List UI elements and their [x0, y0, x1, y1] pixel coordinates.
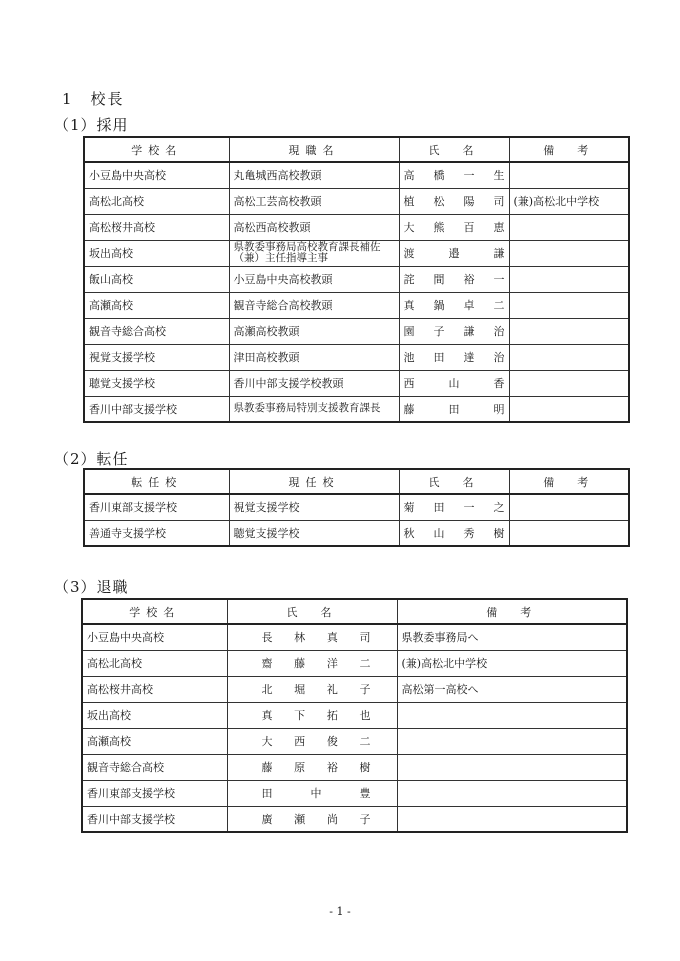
school-cell: 坂出高校 [82, 702, 227, 728]
note-cell [397, 702, 627, 728]
current-post-cell: 県教委事務局特別支援教育課長 [229, 396, 399, 422]
table-row [84, 214, 629, 240]
name-cell: 渡邉謙 [399, 240, 509, 266]
table-row [84, 292, 629, 318]
header-name: 氏 名 [227, 599, 397, 624]
header-transfer-school: 転任校 [84, 469, 229, 494]
school-cell: 高瀬高校 [82, 728, 227, 754]
name-cell: 田中豊 [227, 780, 397, 806]
note-cell [509, 266, 629, 292]
header-note: 備 考 [397, 599, 627, 624]
note-cell: (兼)高松北中学校 [509, 188, 629, 214]
school-cell: 高松桜井高校 [82, 676, 227, 702]
table-row [84, 318, 629, 344]
header-current-post: 現職名 [229, 137, 399, 162]
note-cell [509, 344, 629, 370]
table-row [84, 266, 629, 292]
tennin-title: （2）転任 [54, 450, 129, 468]
taishoku-title: （3）退職 [54, 578, 129, 596]
current-post-cell: 観音寺総合高校教頭 [229, 292, 399, 318]
school-cell: 香川東部支援学校 [82, 780, 227, 806]
school-cell: 高松桜井高校 [84, 214, 229, 240]
header-name: 氏 名 [399, 137, 509, 162]
note-cell [397, 806, 627, 832]
school-cell: 観音寺総合高校 [84, 318, 229, 344]
note-cell [397, 754, 627, 780]
table-row [82, 650, 627, 676]
table-row [82, 624, 627, 650]
name-cell: 藤原裕樹 [227, 754, 397, 780]
name-cell: 大熊百恵 [399, 214, 509, 240]
header-school: 学校名 [82, 599, 227, 624]
name-cell: 長林真司 [227, 624, 397, 650]
table-row [82, 780, 627, 806]
table-row [84, 344, 629, 370]
note-cell [509, 520, 629, 546]
table-row [84, 188, 629, 214]
current-post-cell: 小豆島中央高校教頭 [229, 266, 399, 292]
school-cell: 高松北高校 [82, 650, 227, 676]
school-cell: 高松北高校 [84, 188, 229, 214]
table-row [84, 240, 629, 266]
note-cell [509, 494, 629, 520]
current-post-cell: 高松西高校教頭 [229, 214, 399, 240]
table-row [84, 520, 629, 546]
table-row [82, 702, 627, 728]
name-cell: 真鍋卓二 [399, 292, 509, 318]
table-row [84, 494, 629, 520]
school-cell: 飯山高校 [84, 266, 229, 292]
name-cell: 齋藤洋二 [227, 650, 397, 676]
table-row [82, 806, 627, 832]
name-cell: 植松陽司 [399, 188, 509, 214]
school-cell: 香川中部支援学校 [84, 396, 229, 422]
note-cell: 高松第一高校へ [397, 676, 627, 702]
school-cell: 小豆島中央高校 [84, 162, 229, 188]
note-cell [509, 292, 629, 318]
school-cell: 香川中部支援学校 [82, 806, 227, 832]
saiyo-table [83, 136, 630, 423]
name-cell: 池田達治 [399, 344, 509, 370]
name-cell: 大西俊二 [227, 728, 397, 754]
header-current-school: 現任校 [229, 469, 399, 494]
current-post-cell: 高松工芸高校教頭 [229, 188, 399, 214]
current-post-cell: 香川中部支援学校教頭 [229, 370, 399, 396]
note-cell [509, 214, 629, 240]
name-cell: 園子謙治 [399, 318, 509, 344]
section-heading: 1 校長 [62, 90, 125, 108]
school-cell: 香川東部支援学校 [84, 494, 229, 520]
header-note: 備 考 [509, 137, 629, 162]
school-cell: 視覚支援学校 [84, 344, 229, 370]
table-row [84, 162, 629, 188]
note-cell [397, 728, 627, 754]
header-name: 氏 名 [399, 469, 509, 494]
note-cell [509, 370, 629, 396]
name-cell: 秋山秀樹 [399, 520, 509, 546]
table-row [84, 396, 629, 422]
current-school-cell: 聴覚支援学校 [229, 520, 399, 546]
taishoku-table [81, 598, 628, 833]
current-post-cell: 津田高校教頭 [229, 344, 399, 370]
current-school-cell: 視覚支援学校 [229, 494, 399, 520]
note-cell [509, 396, 629, 422]
note-cell [397, 780, 627, 806]
school-cell: 聴覚支援学校 [84, 370, 229, 396]
current-post-cell: 高瀬高校教頭 [229, 318, 399, 344]
header-school: 学校名 [84, 137, 229, 162]
name-cell: 西山香 [399, 370, 509, 396]
school-cell: 小豆島中央高校 [82, 624, 227, 650]
name-cell: 高橋一生 [399, 162, 509, 188]
header-note: 備 考 [509, 469, 629, 494]
current-post-cell: 丸亀城西高校教頭 [229, 162, 399, 188]
table-row [82, 754, 627, 780]
school-cell: 観音寺総合高校 [82, 754, 227, 780]
name-cell: 真下拓也 [227, 702, 397, 728]
name-cell: 菊田一之 [399, 494, 509, 520]
note-cell [509, 240, 629, 266]
table-row [84, 370, 629, 396]
name-cell: 藤田明 [399, 396, 509, 422]
name-cell: 詫間裕一 [399, 266, 509, 292]
current-post-cell: 県教委事務局高校教育課長補佐（兼）主任指導主事 [229, 240, 399, 266]
note-cell: (兼)高松北中学校 [397, 650, 627, 676]
name-cell: 廣瀬尚子 [227, 806, 397, 832]
table-row [82, 676, 627, 702]
school-cell: 善通寺支援学校 [84, 520, 229, 546]
tennin-table [83, 468, 630, 547]
note-cell [509, 318, 629, 344]
note-cell [509, 162, 629, 188]
note-cell: 県教委事務局へ [397, 624, 627, 650]
page-number: - 1 - [329, 905, 351, 918]
name-cell: 北堀礼子 [227, 676, 397, 702]
school-cell: 高瀬高校 [84, 292, 229, 318]
saiyo-title: （1）採用 [54, 116, 129, 134]
school-cell: 坂出高校 [84, 240, 229, 266]
table-row [82, 728, 627, 754]
